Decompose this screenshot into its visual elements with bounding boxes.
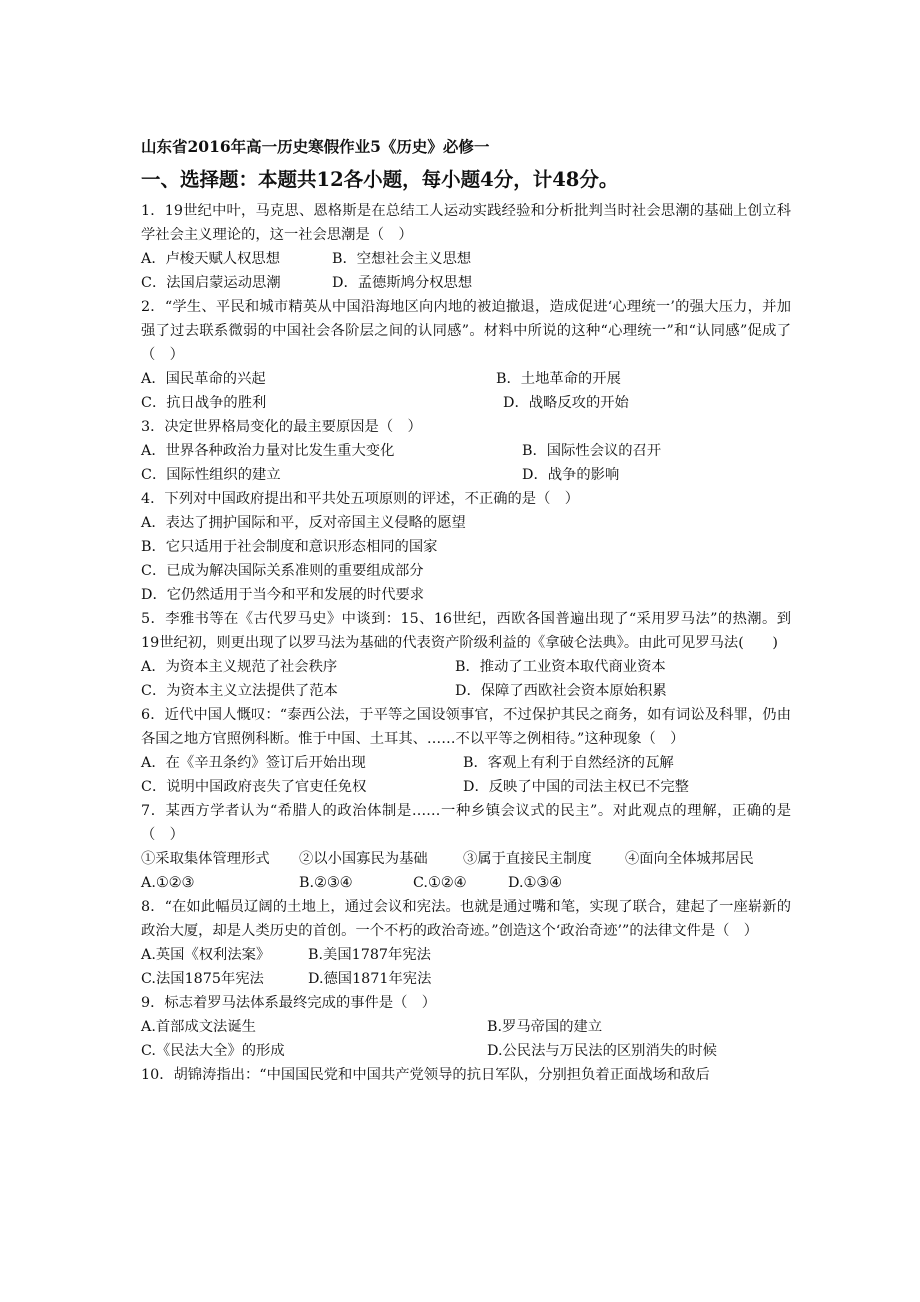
options-row — [141, 463, 791, 487]
option-b: B．它只适用于社会制度和意识形态相同的国家 — [141, 539, 438, 555]
option-d: D．保障了西欧社会资本原始积累 — [455, 683, 667, 699]
options-row — [141, 775, 791, 799]
options-row — [141, 247, 791, 271]
option-b: B.罗马帝国的建立 — [487, 1019, 603, 1035]
document-page — [141, 135, 791, 1087]
option-a: A．在《辛丑条约》签订后开始出现 — [141, 755, 366, 771]
statement-4: ④面向全体城邦居民 — [625, 851, 754, 867]
option-c: C.《民法大全》的形成 — [141, 1043, 285, 1059]
options-row — [141, 871, 791, 895]
question-9 — [141, 991, 791, 1063]
options-row — [141, 967, 791, 991]
question-stem: 9．标志着罗马法体系最终完成的事件是（ ） — [141, 995, 437, 1011]
statement-3: ③属于直接民主制度 — [463, 851, 592, 867]
question-1 — [141, 199, 791, 295]
options-row — [141, 439, 791, 463]
option-c: C．为资本主义立法提供了范本 — [141, 683, 338, 699]
question-2 — [141, 295, 791, 415]
option-d: D．战略反攻的开始 — [503, 395, 629, 411]
option-d: D.德国1871年宪法 — [308, 971, 432, 987]
question-stem: 7．某西方学者认为“希腊人的政治体制是……一种乡镇会议式的民主”。对此观点的理解，正确的是（ ） — [141, 803, 791, 843]
option-b: B．推动了工业资本取代商业资本 — [455, 659, 666, 675]
options-row — [141, 367, 791, 391]
option-c: C．国际性组织的建立 — [141, 467, 281, 483]
option-b: B．空想社会主义思想 — [332, 251, 472, 267]
question-5 — [141, 607, 791, 703]
options-row — [141, 391, 791, 415]
option-a: A.①②③ — [141, 875, 195, 891]
question-6 — [141, 703, 791, 799]
option-a: A．世界各种政治力量对比发生重大变化 — [141, 443, 395, 459]
question-4 — [141, 487, 791, 607]
question-stem: 4．下列对中国政府提出和平共处五项原则的评述，不正确的是（ ） — [141, 491, 579, 507]
options-row — [141, 1039, 791, 1063]
option-b: B.美国1787年宪法 — [308, 947, 431, 963]
option-d: D.①③④ — [508, 875, 562, 891]
question-stem: 3．决定世界格局变化的最主要原因是（ ） — [141, 419, 422, 435]
option-a: A.英国《权利法案》 — [141, 947, 271, 963]
question-stem: 1．19世纪中叶，马克思、恩格斯是在总结工人运动实践经验和分析批判当时社会思潮的基础上创立科学社会主义理论的，这一社会思潮是（ ） — [141, 203, 791, 243]
question-stem: 10．胡锦涛指出：“中国国民党和中国共产党领导的抗日军队，分别担负着正面战场和敌后 — [141, 1067, 710, 1083]
option-c: C．已成为解决国际关系准则的重要组成部分 — [141, 563, 424, 579]
question-stem: 2．“学生、平民和城市精英从中国沿海地区向内地的被迫撤退，造成促进‘心理统一’的强大压力，并加强了过去联系微弱的中国社会各阶层之间的认同感”。材料中所说的这种“心理统一”和“认同感”促成了（ ） — [141, 299, 791, 363]
option-b: B．国际性会议的召开 — [522, 443, 662, 459]
option-a: A．表达了拥护国际和平，反对帝国主义侵略的愿望 — [141, 515, 466, 531]
question-8 — [141, 895, 791, 991]
option-b: B．土地革命的开展 — [496, 371, 621, 387]
question-stem: 5．李雅书等在《古代罗马史》中谈到：15、16世纪，西欧各国普遍出现了“采用罗马法”的热潮。到19世纪初，则更出现了以罗马法为基础的代表资产阶级利益的《拿破仑法典》。由此可见罗马法( ) — [141, 611, 791, 651]
option-b: B．客观上有利于自然经济的瓦解 — [463, 755, 674, 771]
options-row — [141, 535, 791, 559]
options-row — [141, 583, 791, 607]
section-heading: 一、选择题：本题共12各小题，每小题4分，计48分。 — [141, 168, 619, 191]
option-d: D．反映了中国的司法主权已不完整 — [463, 779, 689, 795]
options-row — [141, 679, 791, 703]
option-d: D．战争的影响 — [522, 467, 620, 483]
option-d: D．孟德斯鸠分权思想 — [332, 275, 473, 291]
option-c: C．说明中国政府丧失了官吏任免权 — [141, 779, 367, 795]
option-a: A．国民革命的兴起 — [141, 371, 266, 387]
statements-row — [141, 847, 791, 871]
option-d: D．它仍然适用于当今和平和发展的时代要求 — [141, 587, 425, 603]
options-row — [141, 655, 791, 679]
options-row — [141, 751, 791, 775]
statement-2: ②以小国寡民为基础 — [299, 851, 428, 867]
question-3 — [141, 415, 791, 487]
question-7 — [141, 799, 791, 895]
option-a: A．卢梭天赋人权思想 — [141, 251, 280, 267]
options-row — [141, 943, 791, 967]
statement-1: ①采取集体管理形式 — [141, 851, 270, 867]
option-c: C．抗日战争的胜利 — [141, 395, 267, 411]
question-10 — [141, 1063, 791, 1087]
option-c: C.法国1875年宪法 — [141, 971, 264, 987]
option-c: C.①②④ — [413, 875, 467, 891]
option-a: A．为资本主义规范了社会秩序 — [141, 659, 338, 675]
options-row — [141, 1015, 791, 1039]
options-row — [141, 271, 791, 295]
question-stem: 8．“在如此幅员辽阔的土地上，通过会议和宪法。也就是通过嘴和笔，实现了联合，建起了一座崭新的政治大厦，却是人类历史的首创。一个不朽的政治奇迹。”创造这个‘政治奇迹’”的法律文件是（ ） — [141, 899, 791, 939]
document-title: 山东省2016年高一历史寒假作业5《历史》必修一 — [141, 137, 490, 156]
option-d: D.公民法与万民法的区别消失的时候 — [487, 1043, 717, 1059]
option-c: C．法国启蒙运动思潮 — [141, 275, 281, 291]
question-stem: 6．近代中国人慨叹：“泰西公法，于平等之国设领事官，不过保护其民之商务，如有词讼及科罪，仍由各国之地方官照例科断。惟于中国、土耳其、……不以平等之例相待。”这种现象（ ） — [141, 707, 791, 747]
option-b: B.②③④ — [299, 875, 353, 891]
option-a: A.首部成文法诞生 — [141, 1019, 256, 1035]
options-row — [141, 511, 791, 535]
options-row — [141, 559, 791, 583]
